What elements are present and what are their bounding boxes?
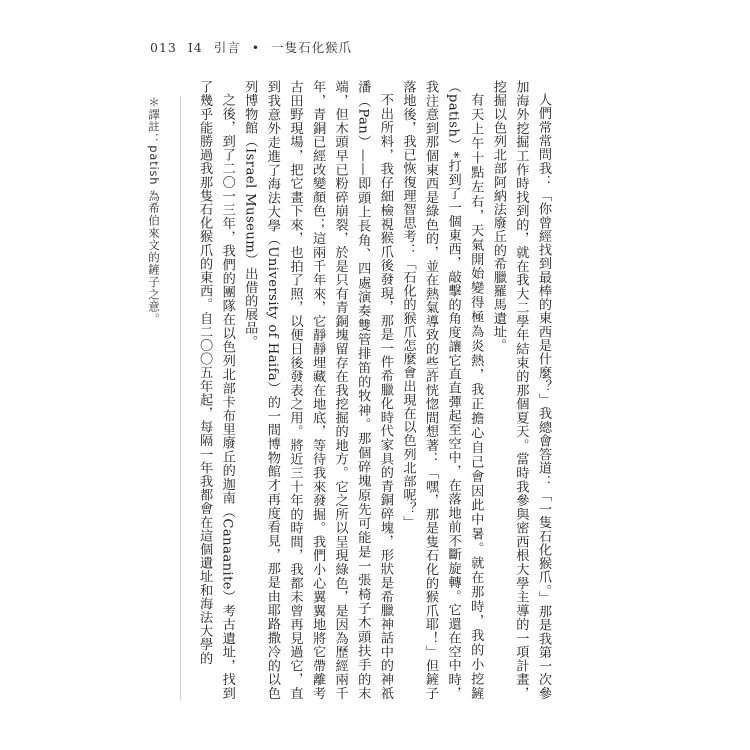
section-mark: I4	[187, 40, 203, 55]
footnote: ＊譯註：patish 為希伯來文的鏟子之意。	[147, 96, 161, 326]
chapter-label: 引言	[213, 40, 241, 55]
chapter-title: 一隻石化猴爪	[271, 40, 353, 55]
bullet-separator: •	[251, 40, 261, 55]
page-number: 013	[150, 40, 177, 55]
paragraph-1: 人們常常問我：「你曾經找到最棒的東西是什麼？」我總會答道：「一隻石化猴爪。」那是我第一次參加海外挖掘工作時找到的，就在我大二學年結束的那個夏天。當時我參與密西根大學主導的一項計畫，挖掘以色列北部阿納法廢丘的希臘羅馬遺址。	[490, 80, 551, 700]
paragraph-2: 有天上午十點左右，天氣開始變得極為炎熱，我正擔心自己會因此中暑。就在那時，我的小挖鏟（patish）*打到了一個東西，敲擊的角度讓它直直彈起至空中，在落地前不斷旋轉。它還在空中時，我注意到那個東西是綠色的，並在熱氣導致的些許恍惚間想著：「嘿，那是隻石化的猴爪耶！」但鏟子落地後，我已恢復理智思考：「石化的猴爪怎麼會出現在以色列北部呢？」	[400, 80, 484, 700]
footnote-divider	[180, 96, 181, 700]
paragraph-4: 之後，到了二〇一三年，我們的團隊在以色列北部卡布里廢丘的迦南（Canaanite）考古遺址，找到了幾乎能勝過我那隻石化猴爪的東西。自二〇〇五年起，每隔一年我都會在這個遺址和海法大學的	[197, 80, 235, 700]
paragraph-3: 不出所料，我仔細檢視猴爪後發現，那是一件希臘化時代家具的青銅碎塊，形狀是希臘神話中的神祇潘（Pan）——即頭上長角、四處演奏雙管排笛的牧神。那個碎塊原先可能是一張椅子木頭扶手的末端，但木頭早已粉碎崩裂，於是只有青銅塊留存在我挖掘的地方。它之所以呈現綠色，是因為歷經兩千年，青銅已經改變顏色；這兩千年來，它靜靜埋藏在地底，等待我來發掘。我們小心翼翼地將它帶離考古田野現場，把它畫下來，也拍了照，以便日後發表之用。將近三十年的時間，我都未曾再見過它，直到我意外走進了海法大學（University of Haifa）的一間博物館才再度看見，那是由耶路撒冷的以色列博物館（Israel Museum）出借的展品。	[242, 80, 393, 700]
running-header	[150, 38, 352, 56]
